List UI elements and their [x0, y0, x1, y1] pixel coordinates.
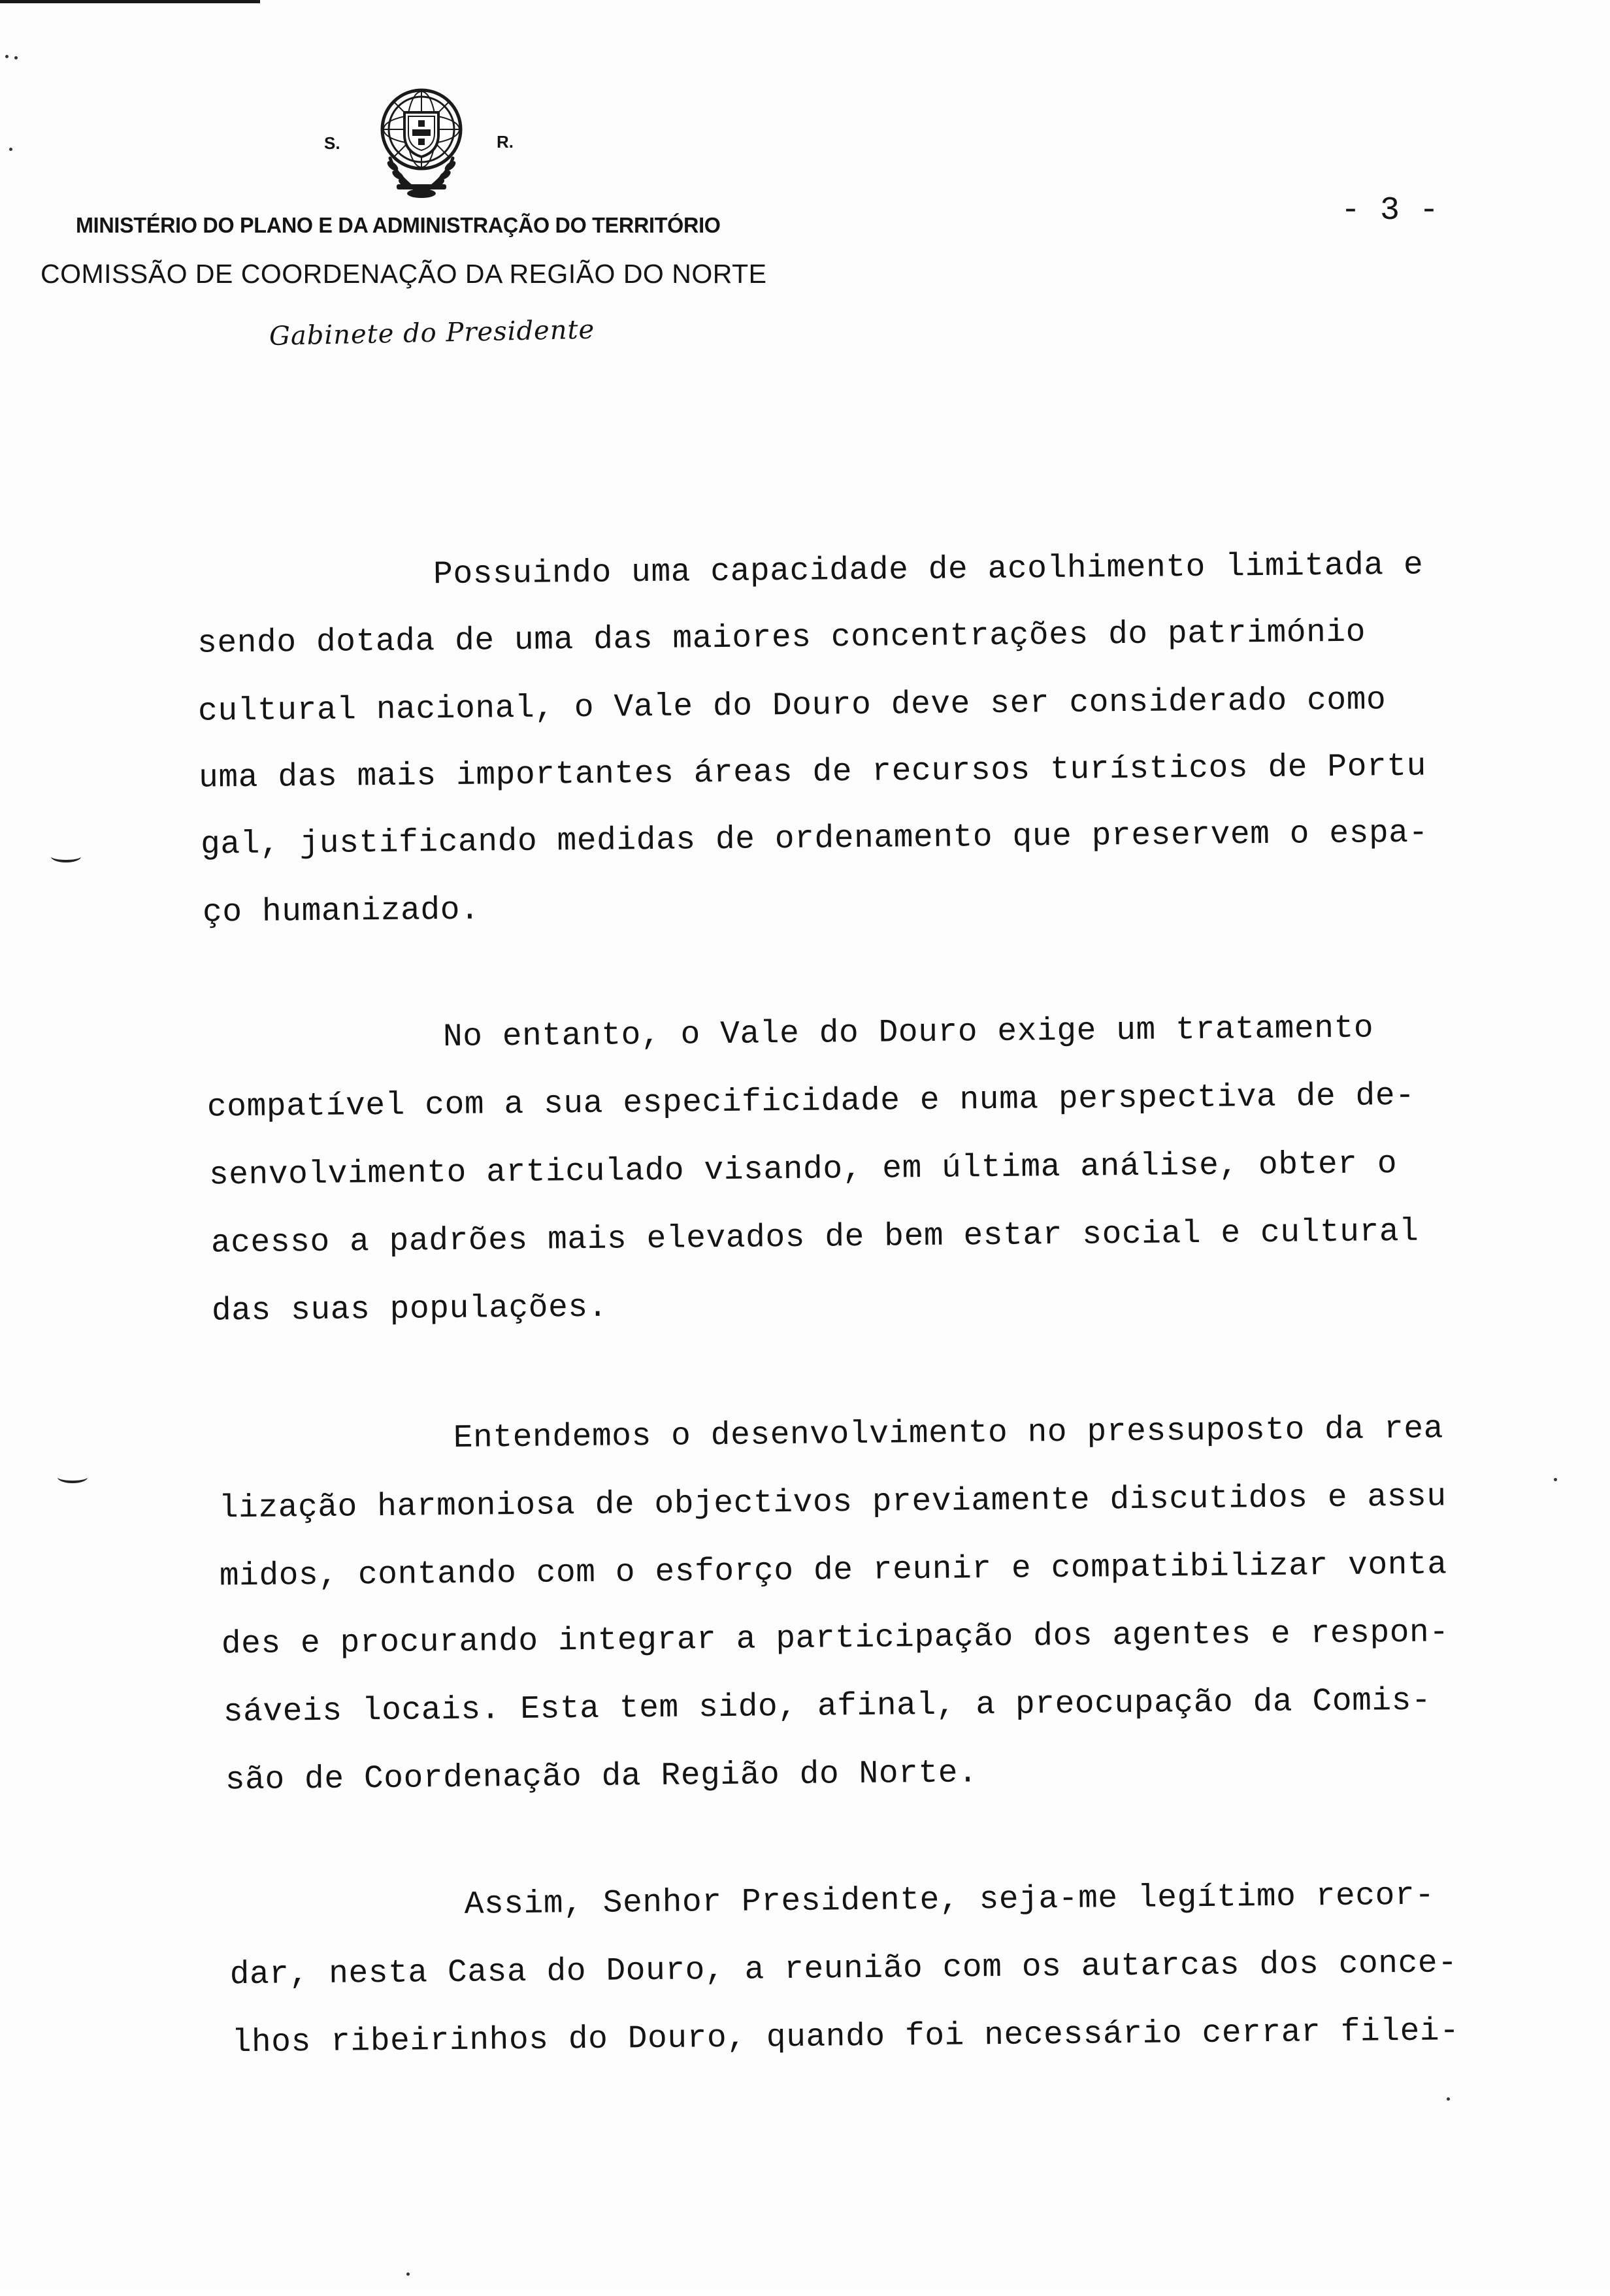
paragraph-3-line: sáveis locais. Esta tem sido, afinal, a preocupação da Comis- [223, 1682, 1432, 1731]
paragraph-2-line: das suas populações. [211, 1288, 608, 1330]
ministry-heading: MINISTÉRIO DO PLANO E DA ADMINISTRAÇÃO DO TERRITÓRIO [76, 213, 721, 237]
paragraph-3-line: des e procurando integrar a participação dos agentes e respon- [221, 1614, 1449, 1663]
paragraph-3-line: Entendemos o desenvolvimento no pressuposto da rea [453, 1410, 1444, 1456]
paragraph-4-line: dar, nesta Casa do Douro, a reunião com os autarcas dos conce- [229, 1944, 1458, 1993]
scan-edge-rule [0, 0, 260, 3]
scan-speck [406, 2272, 410, 2276]
paragraph-1-line: uma das mais importantes áreas de recursos turísticos de Portu [198, 747, 1427, 796]
paragraph-2-line: compatível com a sua especificidade e numa perspectiva de de- [206, 1077, 1415, 1126]
paragraph-1-line: cultural nacional, o Vale do Douro deve ser considerado como [197, 681, 1387, 730]
seal-letter-s: S. [324, 133, 340, 153]
paragraph-3-line: lização harmoniosa de objectivos previamente discutidos e assu [218, 1478, 1447, 1527]
commission-heading: COMISSÃO DE COORDENAÇÃO DA REGIÃO DO NORTE [41, 259, 767, 289]
paragraph-1-line: sendo dotada de uma das maiores concentrações do património [197, 614, 1366, 662]
paragraph-1-line: gal, justificando medidas de ordenamento que preservem o espa- [200, 814, 1429, 863]
scan-speck [1554, 1478, 1557, 1481]
paragraph-3-line: midos, contando com o esforço de reunir e compatibilizar vonta [219, 1546, 1447, 1595]
seal-letter-r: R. [497, 132, 514, 152]
paragraph-1-line: Possuindo uma capacidade de acolhimento limitada e [433, 546, 1424, 593]
page-number: - 3 - [1341, 192, 1439, 229]
scan-speck [1447, 2097, 1450, 2101]
paragraph-2-line: acesso a padrões mais elevados de bem estar social e cultural [210, 1213, 1419, 1262]
paragraph-3-line: são de Coordenação da Região do Norte. [225, 1754, 978, 1799]
paragraph-2-line: No entanto, o Vale do Douro exige um tratamento [442, 1009, 1374, 1056]
paragraph-2-line: senvolvimento articulado visando, em última análise, obter o [208, 1145, 1398, 1194]
paragraph-1-line: ço humanizado. [202, 891, 480, 931]
paragraph-4-line: lhos ribeirinhos do Douro, quando foi necessário cerrar filei- [231, 2012, 1460, 2061]
office-signature-line: Gabinete do Presidente [269, 314, 595, 352]
paragraph-4-line: Assim, Senhor Presidente, seja-me legítimo recor- [464, 1877, 1435, 1923]
